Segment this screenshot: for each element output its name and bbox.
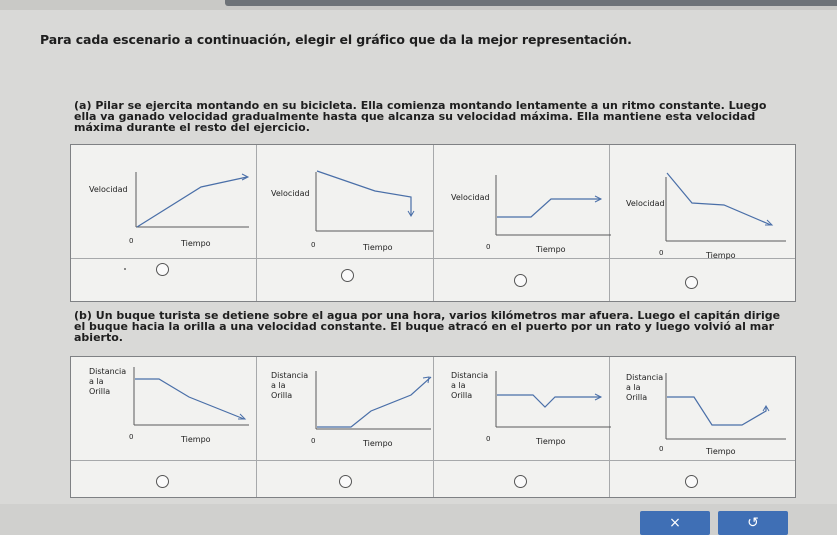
radio-a2[interactable] <box>341 269 354 282</box>
scenario-b-label: (b) <box>74 309 92 322</box>
instruction-text: Para cada escenario a continuación, elegir el gráfico que da la mejor representación. <box>40 32 632 47</box>
x-axis-label: Tiempo <box>536 437 566 446</box>
x-axis-label: Tiempo <box>363 439 393 448</box>
graph-a3 <box>451 167 611 252</box>
origin-label: 0 <box>129 237 134 245</box>
x-axis-label: Tiempo <box>181 239 211 248</box>
divider <box>433 145 434 301</box>
radio-a4[interactable] <box>685 276 698 289</box>
graph-b3-plot <box>451 371 611 461</box>
scenario-a-label: (a) <box>74 99 92 112</box>
divider <box>433 357 434 497</box>
radio-b4[interactable] <box>685 475 698 488</box>
y-axis-label: Distancia a la Orilla <box>626 373 664 402</box>
graph-b2 <box>271 371 431 461</box>
graph-a2-plot <box>271 167 431 252</box>
x-axis-label: Tiempo <box>181 435 211 444</box>
origin-label: 0 <box>486 243 491 251</box>
scenario-b-options <box>70 356 796 498</box>
scenario-a-description: Pilar se ejercita montando en su bicicleta. Ella comienza montando lentamente a un ritmo constante. Luego ella va ganado velocidad gradualmente hasta que alcanza su velocidad máxima. Ella mantiene esta velocidad máxima durante el resto del ejercicio. <box>74 99 767 134</box>
y-axis-label: Velocidad <box>451 193 490 202</box>
graph-b2-plot <box>271 371 431 461</box>
y-axis-label: Distancia a la Orilla <box>271 371 309 400</box>
graph-b1-plot <box>89 367 249 457</box>
graph-a2 <box>271 167 431 252</box>
clear-button[interactable]: × <box>640 511 710 535</box>
origin-label: 0 <box>659 249 664 257</box>
graph-a4 <box>626 167 786 260</box>
y-axis-label: Distancia a la Orilla <box>451 371 489 400</box>
radio-a3[interactable] <box>514 274 527 287</box>
divider <box>71 258 795 259</box>
x-axis-label: Tiempo <box>363 243 393 252</box>
y-axis-label: Velocidad <box>271 189 310 198</box>
y-axis-label: Distancia a la Orilla <box>89 367 127 396</box>
top-band <box>225 0 837 6</box>
scenario-a-options <box>70 144 796 302</box>
origin-label: 0 <box>486 435 491 443</box>
x-axis-label: Tiempo <box>706 251 736 260</box>
divider <box>256 357 257 497</box>
graph-b4-plot <box>626 373 786 463</box>
graph-a4-plot <box>626 167 786 252</box>
radio-a1[interactable] <box>156 263 169 276</box>
graph-b4 <box>626 373 786 463</box>
scenario-b-description: Un buque turista se detiene sobre el agua por una hora, varios kilómetros mar afuera. Luego el capitán dirige el buque hacia la orilla a una velocidad constante. El buque atracó en el puerto por un rato y luego volvió al mar abierto. <box>74 309 781 344</box>
divider <box>256 145 257 301</box>
origin-label: 0 <box>311 241 316 249</box>
radio-b2[interactable] <box>339 475 352 488</box>
undo-button[interactable]: ↺ <box>718 511 788 535</box>
graph-b1 <box>89 367 249 457</box>
top-bar <box>0 0 837 10</box>
graph-b3 <box>451 371 611 461</box>
y-axis-label: Velocidad <box>89 185 128 194</box>
origin-label: 0 <box>129 433 134 441</box>
origin-label: 0 <box>311 437 316 445</box>
bottom-action-bar <box>0 504 837 535</box>
radio-b3[interactable] <box>514 475 527 488</box>
y-axis-label: Velocidad <box>626 199 665 208</box>
graph-a3-plot <box>451 167 611 252</box>
radio-b1[interactable] <box>156 475 169 488</box>
x-axis-label: Tiempo <box>536 245 566 254</box>
origin-label: 0 <box>659 445 664 453</box>
graph-a1-plot <box>89 167 249 252</box>
graph-a1 <box>89 167 249 252</box>
decorative-dot <box>124 268 126 270</box>
scenario-a-text <box>74 100 774 133</box>
x-axis-label: Tiempo <box>706 447 736 456</box>
scenario-b-text <box>74 310 794 343</box>
